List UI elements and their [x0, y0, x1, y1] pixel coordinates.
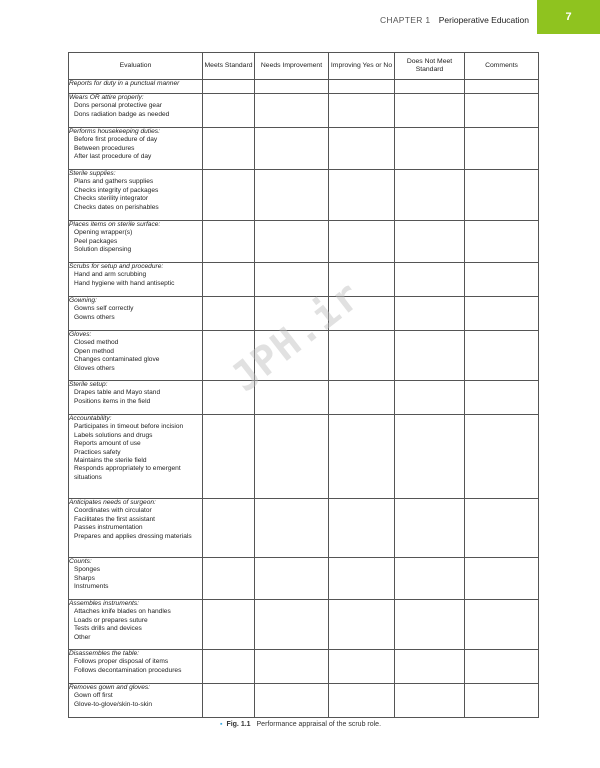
- rating-cell: [203, 94, 255, 128]
- rating-cell: [203, 600, 255, 650]
- criterion-item: Closed method: [74, 339, 119, 347]
- rating-cell: [329, 415, 395, 499]
- criterion-item: Open method: [74, 347, 114, 355]
- figure-label: Fig. 1.1: [226, 721, 251, 728]
- evaluation-cell: [69, 170, 203, 221]
- criterion-category: Gowning:: [69, 297, 97, 304]
- rating-cell: [395, 297, 465, 331]
- rating-cell: [255, 499, 329, 558]
- appraisal-table: [68, 52, 539, 718]
- criterion-category: Wears OR attire properly:: [69, 94, 144, 101]
- rating-cell: [255, 331, 329, 381]
- criterion-item: Participates in timeout before incision: [74, 423, 184, 431]
- figure-caption: [220, 721, 381, 728]
- criterion-category: Sterile supplies:: [69, 170, 116, 177]
- table-row: [69, 80, 539, 94]
- rating-cell: [395, 650, 465, 684]
- evaluation-cell: [69, 600, 203, 650]
- rating-cell: [255, 263, 329, 297]
- rating-cell: [465, 128, 539, 170]
- table-row: [69, 558, 539, 600]
- rating-cell: [329, 499, 395, 558]
- evaluation-cell: [69, 221, 203, 263]
- criterion-category: Reports for duty in a punctual manner: [69, 80, 180, 87]
- table-row: [69, 263, 539, 297]
- criterion-item: Responds appropriately to emergent situations: [74, 465, 181, 481]
- criterion-category: Sterile setup:: [69, 381, 108, 388]
- criterion-item: Drapes table and Mayo stand: [74, 389, 161, 397]
- rating-cell: [329, 650, 395, 684]
- rating-cell: [255, 94, 329, 128]
- criterion-item: Gowns others: [74, 313, 115, 321]
- criterion-item: Checks sterility integrator: [74, 195, 149, 203]
- chapter-label: CHAPTER 1: [379, 15, 431, 25]
- table-row: [69, 415, 539, 499]
- column-header: Meets Standard: [203, 53, 255, 80]
- table-row: [69, 650, 539, 684]
- rating-cell: [329, 80, 395, 94]
- criterion-item: After last procedure of day: [74, 153, 152, 161]
- evaluation-cell: [69, 415, 203, 499]
- evaluation-cell: [69, 381, 203, 415]
- criterion-item: Prepares and applies dressing materials: [74, 532, 192, 540]
- criterion-item: Checks dates on perishables: [74, 203, 159, 211]
- criterion-category: Accountability:: [69, 415, 112, 422]
- rating-cell: [329, 263, 395, 297]
- rating-cell: [465, 650, 539, 684]
- rating-cell: [203, 650, 255, 684]
- criterion-item: Labels solutions and drugs: [74, 431, 153, 439]
- rating-cell: [465, 558, 539, 600]
- rating-cell: [255, 650, 329, 684]
- rating-cell: [329, 128, 395, 170]
- caption-text: Performance appraisal of the scrub role.: [256, 721, 382, 728]
- criterion-item: Before first procedure of day: [74, 136, 158, 144]
- criterion-item: Hand and arm scrubbing: [74, 271, 147, 279]
- rating-cell: [255, 381, 329, 415]
- criterion-item: Practices safety: [74, 448, 121, 456]
- criterion-category: Scrubs for setup and procedure:: [69, 263, 164, 270]
- rating-cell: [395, 170, 465, 221]
- criterion-category: Performs housekeeping duties:: [69, 128, 160, 135]
- rating-cell: [255, 221, 329, 263]
- rating-cell: [465, 381, 539, 415]
- criterion-category: Removes gown and gloves:: [69, 684, 151, 691]
- rating-cell: [465, 415, 539, 499]
- rating-cell: [203, 221, 255, 263]
- criterion-item: Maintains the sterile field: [74, 457, 147, 465]
- rating-cell: [329, 600, 395, 650]
- table-row: [69, 297, 539, 331]
- evaluation-cell: [69, 297, 203, 331]
- criterion-item: Follows decontamination procedures: [74, 666, 182, 674]
- table-row: [69, 381, 539, 415]
- criterion-category: Places items on sterile surface:: [69, 221, 161, 228]
- column-header: Needs Improvement: [255, 53, 329, 80]
- criterion-category: Anticipates needs of surgeon:: [69, 499, 156, 506]
- watermark: JPH.ir: [223, 272, 370, 402]
- criterion-item: Tests drills and devices: [74, 625, 142, 633]
- rating-cell: [395, 221, 465, 263]
- rating-cell: [465, 221, 539, 263]
- rating-cell: [203, 297, 255, 331]
- table-row: [69, 684, 539, 718]
- criterion-item: Between procedures: [74, 144, 135, 152]
- criterion-item: Dons personal protective gear: [74, 102, 162, 110]
- rating-cell: [203, 558, 255, 600]
- column-header: Improving Yes or No: [329, 53, 395, 80]
- rating-cell: [255, 600, 329, 650]
- rating-cell: [203, 684, 255, 718]
- criterion-item: Attaches knife blades on handles: [74, 608, 171, 616]
- rating-cell: [203, 331, 255, 381]
- criterion-item: Facilitates the first assistant: [74, 515, 155, 523]
- table-row: [69, 94, 539, 128]
- evaluation-cell: [69, 128, 203, 170]
- section-title: Perioperative Education: [438, 15, 529, 25]
- criterion-item: Gowns self correctly: [74, 305, 134, 313]
- evaluation-cell: [69, 263, 203, 297]
- page-number: 7: [565, 11, 572, 23]
- evaluation-cell: [69, 558, 203, 600]
- header-row: [69, 53, 539, 80]
- rating-cell: [329, 684, 395, 718]
- rating-cell: [329, 94, 395, 128]
- criterion-item: Passes instrumentation: [74, 524, 143, 532]
- table-row: [69, 600, 539, 650]
- table-row: [69, 170, 539, 221]
- rating-cell: [395, 94, 465, 128]
- criterion-item: Other: [74, 633, 91, 641]
- table-body: [69, 80, 539, 718]
- rating-cell: [465, 170, 539, 221]
- rating-cell: [255, 80, 329, 94]
- rating-cell: [329, 297, 395, 331]
- rating-cell: [203, 499, 255, 558]
- rating-cell: [465, 499, 539, 558]
- rating-cell: [255, 128, 329, 170]
- rating-cell: [465, 684, 539, 718]
- criterion-item: Glove-to-glove/skin-to-skin: [74, 700, 153, 708]
- evaluation-cell: [69, 499, 203, 558]
- criterion-item: Gloves others: [74, 364, 115, 372]
- rating-cell: [395, 128, 465, 170]
- rating-cell: [465, 263, 539, 297]
- criterion-item: Hand hygiene with hand antiseptic: [74, 279, 175, 287]
- rating-cell: [395, 381, 465, 415]
- rating-cell: [255, 684, 329, 718]
- rating-cell: [465, 94, 539, 128]
- evaluation-cell: [69, 94, 203, 128]
- evaluation-cell: [69, 331, 203, 381]
- criterion-item: Solution dispensing: [74, 246, 132, 254]
- criterion-item: Peel packages: [74, 237, 118, 245]
- rating-cell: [395, 499, 465, 558]
- rating-cell: [329, 170, 395, 221]
- rating-cell: [329, 331, 395, 381]
- evaluation-cell: [69, 684, 203, 718]
- rating-cell: [465, 331, 539, 381]
- rating-cell: [255, 297, 329, 331]
- criterion-item: Dons radiation badge as needed: [74, 110, 170, 118]
- rating-cell: [395, 80, 465, 94]
- rating-cell: [255, 170, 329, 221]
- criterion-item: Positions items in the field: [74, 397, 151, 405]
- criterion-item: Loads or prepares suture: [74, 616, 148, 624]
- table-row: [69, 331, 539, 381]
- criterion-item: Sharps: [74, 574, 95, 582]
- criterion-item: Opening wrapper(s): [74, 229, 133, 237]
- rating-cell: [395, 415, 465, 499]
- rating-cell: [203, 263, 255, 297]
- rating-cell: [329, 558, 395, 600]
- rating-cell: [465, 297, 539, 331]
- criterion-category: Gloves:: [69, 331, 92, 338]
- criterion-category: Counts:: [69, 558, 92, 565]
- rating-cell: [203, 170, 255, 221]
- evaluation-cell: [69, 80, 203, 94]
- rating-cell: [255, 558, 329, 600]
- rating-cell: [203, 128, 255, 170]
- rating-cell: [203, 381, 255, 415]
- criterion-category: Disassembles the table:: [69, 650, 140, 657]
- rating-cell: [395, 263, 465, 297]
- criterion-item: Follows proper disposal of items: [74, 658, 169, 666]
- rating-cell: [395, 331, 465, 381]
- rating-cell: [395, 558, 465, 600]
- criterion-category: Assembles instruments:: [69, 600, 139, 607]
- criterion-item: Reports amount of use: [74, 440, 141, 448]
- rating-cell: [203, 80, 255, 94]
- rating-cell: [203, 415, 255, 499]
- rating-cell: [329, 221, 395, 263]
- rating-cell: [395, 600, 465, 650]
- column-header: Does Not Meet Standard: [395, 53, 465, 80]
- table-row: [69, 128, 539, 170]
- page-number-tab: [537, 0, 600, 34]
- rating-cell: [395, 684, 465, 718]
- caption-bullet-icon: ▪: [220, 721, 223, 728]
- rating-cell: [465, 80, 539, 94]
- column-header: Comments: [465, 53, 539, 80]
- criterion-item: Checks integrity of packages: [74, 186, 159, 194]
- criterion-item: Instruments: [74, 583, 109, 591]
- criterion-item: Sponges: [74, 566, 101, 574]
- criterion-item: Gown off first: [74, 692, 113, 700]
- rating-cell: [329, 381, 395, 415]
- column-header: Evaluation: [69, 53, 203, 80]
- criterion-item: Plans and gathers supplies: [74, 178, 154, 186]
- criterion-item: Changes contaminated glove: [74, 356, 160, 364]
- table-row: [69, 499, 539, 558]
- table-row: [69, 221, 539, 263]
- running-header: [380, 15, 529, 25]
- criterion-item: Coordinates with circulator: [74, 507, 152, 515]
- evaluation-cell: [69, 650, 203, 684]
- rating-cell: [255, 415, 329, 499]
- rating-cell: [465, 600, 539, 650]
